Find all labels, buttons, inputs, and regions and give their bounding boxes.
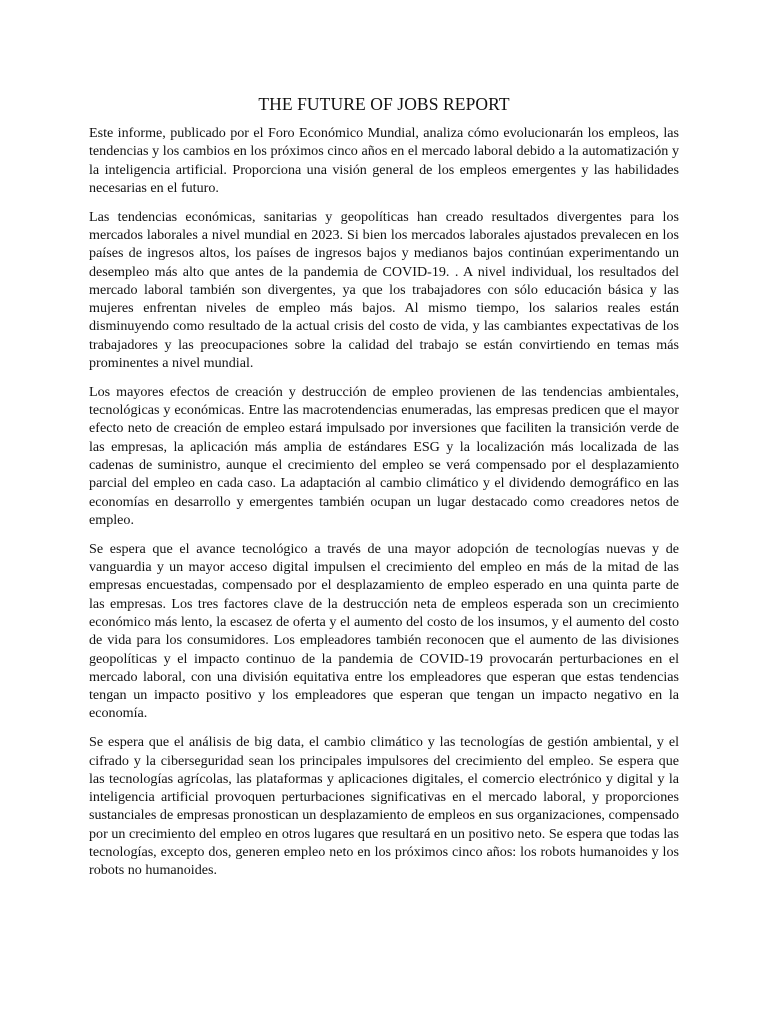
paragraph-technology: Se espera que el avance tecnológico a través de una mayor adopción de tecnologías nuevas y de vanguardia y un mayor acceso digital impulsen el crecimiento del empleo en más de la mitad de las empresas encuestadas, compensado por el desplazamiento de empleo esperado en una quinta parte de las empresas. Los tres factores clave de la destrucción neta de empleos esperada son un crecimiento económico más lento, la escasez de oferta y el aumento del costo de los insumos, y el aumento del costo de vida para los consumidores. Los empleadores también reconocen que el aumento de las divisiones geopolíticas y el impacto continuo de la pandemia de COVID-19 provocarán perturbaciones en el mercado laboral, con una división equitativa entre los empleadores que esperan que estas tendencias tengan un impacto positivo y los empleadores que esperan que tengan un impacto negativo en la economía. [89, 540, 679, 722]
paragraph-intro: Este informe, publicado por el Foro Económico Mundial, analiza cómo evolucionarán los empleos, las tendencias y los cambios en los próximos cinco años en el mercado laboral debido a la automatización y la inteligencia artificial. Proporciona una visión general de los empleos emergentes y las habilidades necesarias en el futuro. [89, 125, 679, 196]
paragraph-macrotrends: Los mayores efectos de creación y destrucción de empleo provienen de las tendencias ambientales, tecnológicas y económicas. Entre las macrotendencias enumeradas, las empresas predicen que el mayor efecto neto de creación de empleo estará impulsado por inversiones que faciliten la transición verde de las empresas, la aplicación más amplia de estándares ESG y la localización más localizada de las cadenas de suministro, aunque el crecimiento del empleo se verá compensado por el desplazamiento parcial del empleo en cada caso. La adaptación al cambio climático y el dividendo demográfico en las economías en desarrollo y emergentes también ocupan un lugar destacado como creadores netos de empleo. [89, 383, 679, 528]
document-title: THE FUTURE OF JOBS REPORT [258, 94, 510, 114]
document-body [89, 94, 679, 890]
paragraph-labor-trends: Las tendencias económicas, sanitarias y geopolíticas han creado resultados divergentes para los mercados laborales a nivel mundial en 2023. Si bien los mercados laborales ajustados prevalecen en los países de ingresos altos, los países de ingresos bajos y medianos bajos continúan experimentando un desempleo más alto que antes de la pandemia de COVID-19. . A nivel individual, los resultados del mercado laboral también son divergentes, ya que los trabajadores con sólo educación básica y las mujeres enfrentan niveles de empleo más bajos. Al mismo tiempo, los salarios reales están disminuyendo como resultado de la actual crisis del costo de vida, y las cambiantes expectativas de los trabajadores y las preocupaciones sobre la calidad del trabajo se están convirtiendo en temas más prominentes a nivel mundial. [89, 208, 679, 372]
paragraph-job-drivers: Se espera que el análisis de big data, el cambio climático y las tecnologías de gestión ambiental, y el cifrado y la ciberseguridad sean los principales impulsores del crecimiento del empleo. Se espera que las tecnologías agrícolas, las plataformas y aplicaciones digitales, el comercio electrónico y digital y la inteligencia artificial provoquen perturbaciones significativas en el mercado laboral, y proporciones sustanciales de empresas pronostican un desplazamiento de empleos en sus organizaciones, compensado por un crecimiento del empleo en otros lugares que resultará en un positivo neto. Se espera que todas las tecnologías, excepto dos, generen empleo neto en los próximos cinco años: los robots humanoides y los robots no humanoides. [89, 734, 679, 879]
